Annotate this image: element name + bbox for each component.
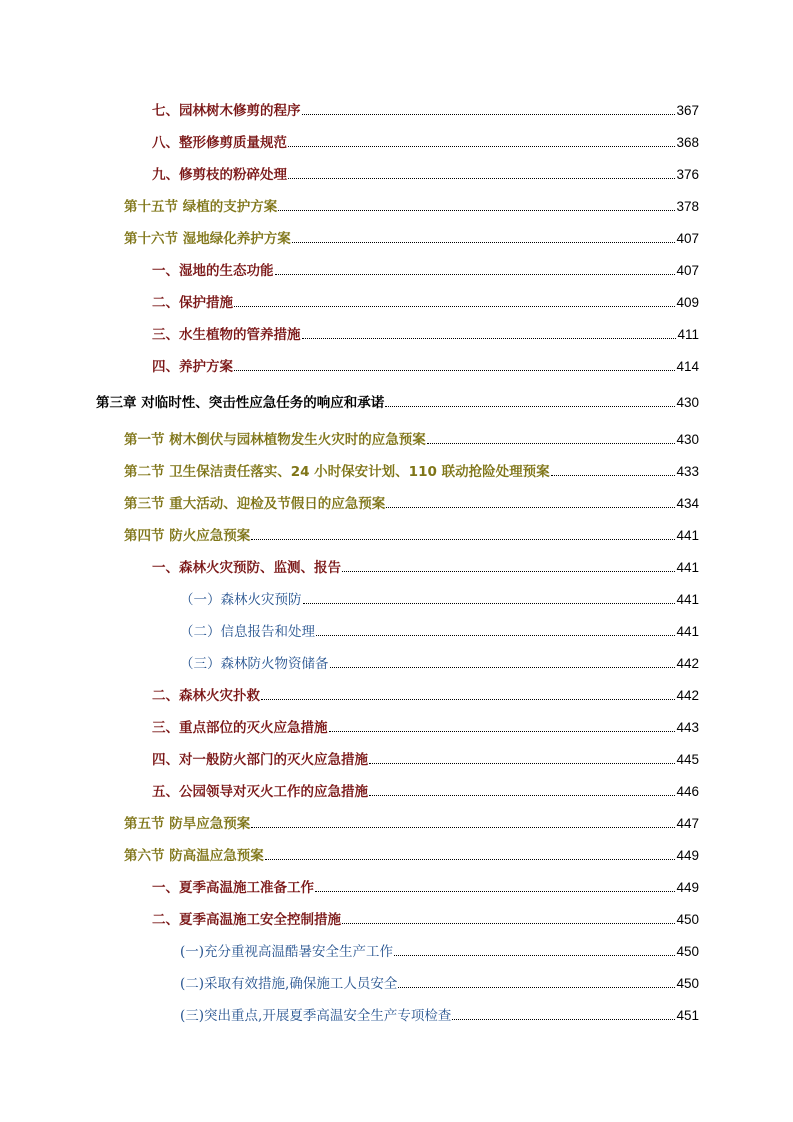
toc-entry-title: 第三节 重大活动、迎检及节假日的应急预案 xyxy=(124,496,386,512)
toc-entry-title: 一、湿地的生态功能 xyxy=(152,263,274,279)
toc-page-number: 407 xyxy=(676,263,699,278)
toc-page-number: 368 xyxy=(676,135,699,150)
toc-entry[interactable] xyxy=(152,907,699,929)
toc-dot-leader xyxy=(342,571,675,572)
toc-page-number: 409 xyxy=(676,295,699,310)
toc-entry[interactable] xyxy=(124,459,699,481)
toc-entry[interactable] xyxy=(152,683,699,705)
toc-entry-title: 五、公园领导对灭火工作的应急措施 xyxy=(152,784,368,800)
toc-entry-title: 一、森林火灾预防、监测、报告 xyxy=(152,560,341,576)
toc-entry[interactable] xyxy=(124,427,699,449)
toc-entry[interactable] xyxy=(124,811,699,833)
toc-entry[interactable] xyxy=(180,651,699,673)
toc-dot-leader xyxy=(288,178,675,179)
toc-entry[interactable] xyxy=(124,843,699,865)
toc-entry-title: (二)采取有效措施,确保施工人员安全 xyxy=(180,976,398,992)
toc-entry-title: 第四节 防火应急预案 xyxy=(124,528,251,544)
toc-page-number: 443 xyxy=(676,720,699,735)
toc-entry[interactable] xyxy=(152,779,699,801)
toc-dot-leader xyxy=(329,731,676,732)
toc-entry-title: 三、水生植物的管养措施 xyxy=(152,327,301,343)
toc-entry[interactable] xyxy=(152,715,699,737)
toc-page-number: 367 xyxy=(676,103,699,118)
toc-dot-leader xyxy=(302,338,677,339)
toc-entry[interactable] xyxy=(152,98,699,120)
toc-dot-leader xyxy=(330,667,676,668)
toc-page-number: 442 xyxy=(676,656,699,671)
toc-entry-title: 八、整形修剪质量规范 xyxy=(152,135,287,151)
toc-entry[interactable] xyxy=(180,587,699,609)
toc-dot-leader xyxy=(251,539,675,540)
toc-dot-leader xyxy=(288,146,675,147)
toc-entry-title: 第二节 卫生保洁责任落实、24 小时保安计划、110 联动抢险处理预案 xyxy=(124,464,550,480)
toc-dot-leader xyxy=(251,827,675,828)
toc-entry[interactable] xyxy=(180,1003,699,1025)
toc-page-number: 376 xyxy=(676,167,699,182)
toc-page-number: 441 xyxy=(676,560,699,575)
toc-page-number: 441 xyxy=(676,624,699,639)
toc-entry[interactable] xyxy=(152,162,699,184)
toc-entry-title: 九、修剪枝的粉碎处理 xyxy=(152,167,287,183)
toc-entry-title: (三)突出重点,开展夏季高温安全生产专项检查 xyxy=(180,1008,452,1024)
toc-entry-title: 一、夏季高温施工准备工作 xyxy=(152,880,314,896)
toc-page-number: 411 xyxy=(677,327,699,342)
toc-dot-leader xyxy=(394,955,675,956)
toc-page-number: 450 xyxy=(676,976,699,991)
toc-entry[interactable] xyxy=(124,523,699,545)
toc-dot-leader xyxy=(275,274,676,275)
toc-dot-leader xyxy=(316,635,675,636)
toc-page-number: 446 xyxy=(676,784,699,799)
toc-entry-title: （一）森林火灾预防 xyxy=(180,592,302,608)
toc-dot-leader xyxy=(342,923,675,924)
toc-dot-leader xyxy=(292,242,676,243)
toc-page-number: 433 xyxy=(676,464,699,479)
toc-entry[interactable] xyxy=(152,258,699,280)
toc-dot-leader xyxy=(369,795,675,796)
toc-entry[interactable] xyxy=(124,491,699,513)
toc-dot-leader xyxy=(278,210,675,211)
toc-page-number: 414 xyxy=(676,359,699,374)
toc-entry[interactable] xyxy=(152,875,699,897)
toc-page-number: 378 xyxy=(676,199,699,214)
toc-entry-title: 二、夏季高温施工安全控制措施 xyxy=(152,912,341,928)
toc-dot-leader xyxy=(302,114,676,115)
toc-dot-leader xyxy=(386,507,675,508)
toc-entry-title: 二、保护措施 xyxy=(152,295,233,311)
toc-entry-title: 第六节 防高温应急预案 xyxy=(124,848,264,864)
toc-page-number: 449 xyxy=(676,848,699,863)
toc-entry-title: （二）信息报告和处理 xyxy=(180,624,315,640)
toc-entry-title: 第一节 树木倒伏与园林植物发生火灾时的应急预案 xyxy=(124,432,426,448)
toc-entry-title: 三、重点部位的灭火应急措施 xyxy=(152,720,328,736)
toc-page-number: 447 xyxy=(676,816,699,831)
toc-entry[interactable] xyxy=(152,354,699,376)
toc-page-number: 441 xyxy=(676,592,699,607)
toc-page-number: 449 xyxy=(676,880,699,895)
toc-dot-leader xyxy=(234,370,675,371)
toc-entry[interactable] xyxy=(180,939,699,961)
toc-entry-title: 四、对一般防火部门的灭火应急措施 xyxy=(152,752,368,768)
toc-entry[interactable] xyxy=(124,226,699,248)
toc-entry-title: 四、养护方案 xyxy=(152,359,233,375)
toc-dot-leader xyxy=(369,763,675,764)
toc-entry[interactable] xyxy=(180,971,699,993)
toc-entry[interactable] xyxy=(152,555,699,577)
toc-page-number: 441 xyxy=(676,528,699,543)
toc-entry-title: 二、森林火灾扑救 xyxy=(152,688,260,704)
toc-page-number: 430 xyxy=(676,432,699,447)
toc-dot-leader xyxy=(452,1019,675,1020)
toc-page-number: 442 xyxy=(676,688,699,703)
toc-page-number: 450 xyxy=(676,912,699,927)
toc-entry-title: (一)充分重视高温酷暑安全生产工作 xyxy=(180,944,394,960)
toc-entry-title: 第十六节 湿地绿化养护方案 xyxy=(124,231,291,247)
toc-entry-title: 第十五节 绿植的支护方案 xyxy=(124,199,278,215)
toc-entry-title: （三）森林防火物资储备 xyxy=(180,656,329,672)
toc-entry[interactable] xyxy=(180,619,699,641)
toc-dot-leader xyxy=(398,987,675,988)
toc-page-number: 434 xyxy=(676,496,699,511)
toc-entry[interactable] xyxy=(96,390,699,412)
toc-dot-leader xyxy=(265,859,676,860)
toc-page-number: 445 xyxy=(676,752,699,767)
toc-entry[interactable] xyxy=(152,290,699,312)
toc-dot-leader xyxy=(385,406,675,407)
toc-entry[interactable] xyxy=(124,194,699,216)
toc-entry-title: 第三章 对临时性、突击性应急任务的响应和承诺 xyxy=(96,395,385,411)
toc-page-number: 430 xyxy=(676,395,699,410)
toc-dot-leader xyxy=(427,443,676,444)
toc-entry[interactable] xyxy=(152,747,699,769)
toc-dot-leader xyxy=(261,699,675,700)
toc-dot-leader xyxy=(303,603,676,604)
toc-entry[interactable] xyxy=(152,130,699,152)
toc-page-number: 450 xyxy=(676,944,699,959)
toc-dot-leader xyxy=(315,891,675,892)
toc-page-number: 451 xyxy=(676,1008,699,1023)
toc-entry-title: 七、园林树木修剪的程序 xyxy=(152,103,301,119)
toc-entry-title: 第五节 防旱应急预案 xyxy=(124,816,251,832)
toc-page-number: 407 xyxy=(676,231,699,246)
toc-dot-leader xyxy=(234,306,675,307)
toc-entry[interactable] xyxy=(152,322,699,344)
toc-dot-leader xyxy=(551,475,676,476)
